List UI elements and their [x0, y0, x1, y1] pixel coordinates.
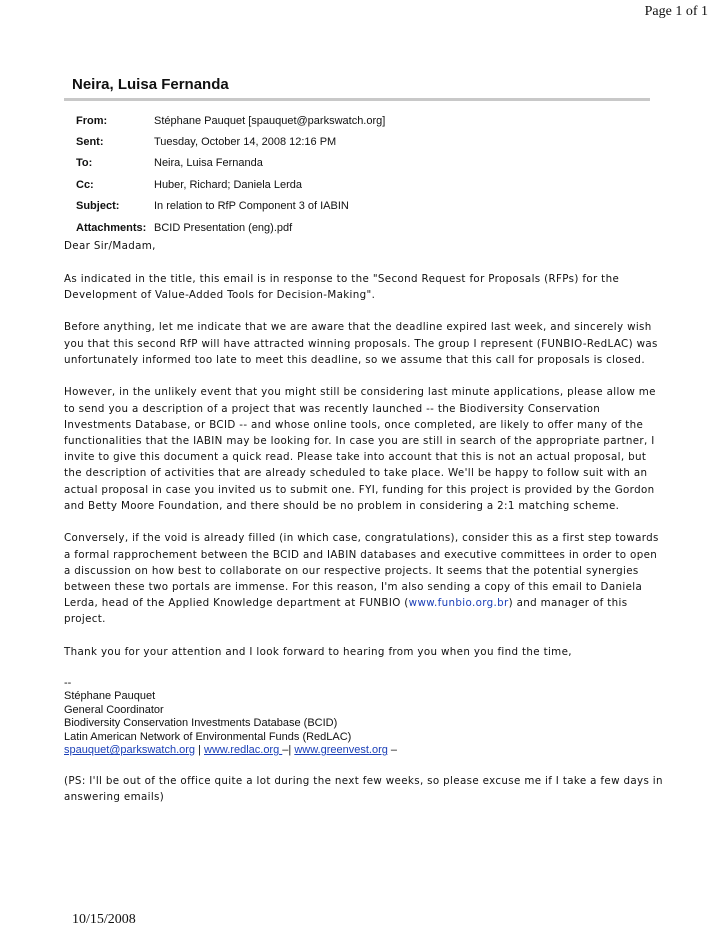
title-divider: [64, 98, 650, 101]
paragraph-3: However, in the unlikely event that you might still be considering last minute applications, please allow me to send you a description of a project that was recently launched -- the Biodiversity Conservation Investments Database, or BCID -- and whose online tools, once completed, are likely to offer many of the functionalities that the IABIN may be looking for. In case you are still in search of the appropriate partner, I invite to give this document a quick read. Please take into account that this is not an actual proposal, but the description of activities that are already scheduled to take place. We'll be happy to follow suit with an actual proposal in case you invited us to submit one. FYI, funding for this project is provided by the Gordon and Betty Moore Foundation, and there should be no problem in considering a 2:1 matching scheme.: [64, 386, 656, 512]
header-row-cc: [76, 174, 385, 195]
header-label: Cc:: [76, 178, 94, 191]
signature-name: Stéphane Pauquet: [64, 690, 156, 703]
header-label: Attachments:: [76, 221, 147, 234]
signature: [64, 677, 664, 758]
header-value-cc: Huber, Richard; Daniela Lerda: [154, 178, 302, 191]
header-row-from: [76, 110, 385, 131]
signature-org-2: Latin American Network of Environmental Funds (RedLAC): [64, 730, 352, 743]
signature-dashes: --: [64, 676, 72, 689]
header-row-subject: [76, 196, 385, 217]
greenvest-link[interactable]: www.greenvest.org: [294, 744, 388, 757]
header-label: From:: [76, 114, 108, 127]
header-row-to: [76, 153, 385, 174]
redlac-link[interactable]: www.redlac.org: [204, 744, 283, 757]
header-row-attachments: [76, 217, 385, 238]
header-value-subject: In relation to RfP Component 3 of IABIN: [154, 200, 349, 213]
footer-date: 10/15/2008: [72, 912, 136, 927]
email-body: [64, 238, 664, 821]
header-row-sent: [76, 131, 385, 152]
funbio-link[interactable]: www.funbio.org.br: [408, 597, 509, 610]
attachment-name[interactable]: BCID Presentation (eng).pdf: [154, 221, 293, 234]
paragraph-4: [64, 530, 664, 627]
closing-paragraph: Thank you for your attention and I look forward to hearing from you when you find the time,: [64, 646, 572, 659]
paragraph-2: Before anything, let me indicate that we are aware that the deadline expired last week, and sincerely wish you that this second RfP will have attracted winning proposals. The group I represent (FUNBIO-RedLAC) was unfortunately informed too late to meet this deadline, so we assume that this call for proposals is closed.: [64, 321, 658, 366]
email-header-block: [76, 110, 385, 238]
mailbox-owner-title: Neira, Luisa Fernanda: [72, 76, 229, 93]
greeting: Dear Sir/Madam,: [64, 240, 156, 252]
paragraph-4-text-end: ) and manager of this project.: [64, 597, 628, 626]
signature-title: General Coordinator: [64, 703, 164, 716]
signature-links: [64, 744, 664, 758]
link-separator: –|: [282, 744, 295, 757]
header-value-sent: Tuesday, October 14, 2008 12:16 PM: [154, 136, 337, 149]
header-value-to: Neira, Luisa Fernanda: [154, 157, 263, 170]
page-number: Page 1 of 1: [644, 4, 708, 19]
header-value-from: Stéphane Pauquet [spauquet@parkswatch.org]: [154, 114, 386, 127]
email-link[interactable]: spauquet@parkswatch.org: [64, 744, 196, 757]
header-label: To:: [76, 157, 93, 170]
postscript: (PS: I'll be out of the office quite a lot during the next few weeks, so please excuse me if I take a few days in answering emails): [64, 774, 663, 803]
link-separator: –: [387, 744, 398, 757]
link-separator: |: [195, 744, 205, 757]
signature-org-1: Biodiversity Conservation Investments Database (BCID): [64, 717, 338, 730]
header-label: Subject:: [76, 200, 120, 213]
header-label: Sent:: [76, 136, 104, 149]
paragraph-4-text: Conversely, if the void is already filled (in which case, congratulations), consider this as a first step towards a formal rapprochement between the BCID and IABIN databases and executive committees in order to open a discussion on how best to collaborate on our respective projects. It seems that the potential synergies between these two portals are immense. For this reason, I'm also sending a copy of this email to Daniela Lerda, head of the Applied Knowledge department at FUNBIO (: [64, 532, 659, 610]
paragraph-1: As indicated in the title, this email is in response to the "Second Request for Proposals (RFPs) for the Development of Value-Added Tools for Decision-Making".: [64, 272, 620, 301]
